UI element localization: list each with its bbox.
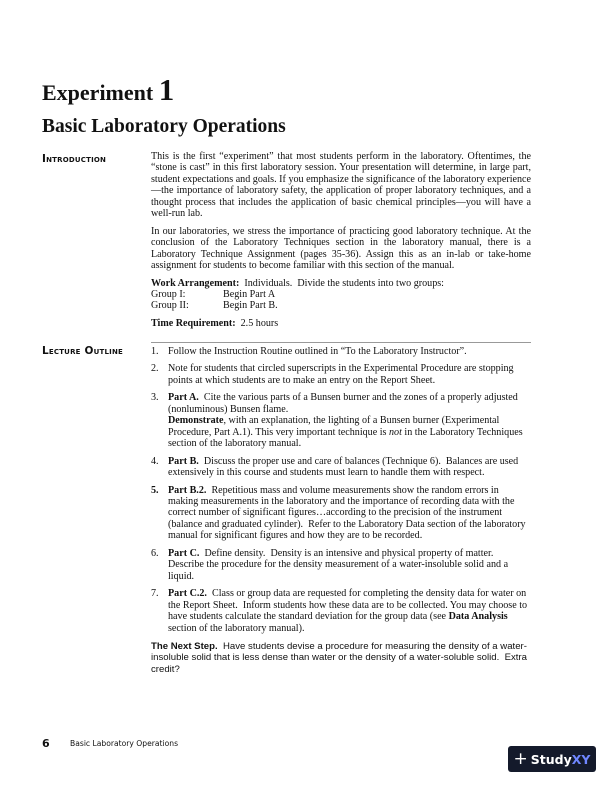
running-title: Basic Laboratory Operations (70, 739, 179, 748)
item-number: 5. (151, 484, 159, 496)
item-number: 7. (151, 588, 159, 600)
page-title: Basic Laboratory Operations (42, 116, 286, 137)
next-step (151, 641, 531, 675)
group-row (151, 300, 531, 311)
list-item (151, 548, 531, 582)
item-text (168, 485, 531, 542)
item-italic: not (389, 426, 402, 438)
lecture-outline (151, 342, 531, 640)
item-text: Follow the Instruction Routine outlined in “To the Laboratory Instructor”. (168, 346, 467, 357)
item-text (168, 456, 531, 479)
item-number: 1. (151, 346, 159, 357)
item-text (168, 548, 531, 582)
plus-icon: + (513, 749, 528, 769)
experiment-number: 1 (158, 72, 175, 107)
intro-paragraph: This is the first “experiment” that most students perform in the laboratory. Oftentimes, the “stone is cast” in this first laboratory session. Your presentation will determine, in large part, student expectations and goals. If you emphasize the significance of the laboratory experience—the importance of laboratory safety, the application of proper laboratory techniques, and a thought process that includes the application of basic chemical principles—you will have a well-run lab. (151, 151, 531, 220)
work-arrangement (151, 278, 531, 289)
group-name: Group II: (151, 300, 189, 312)
list-item (151, 456, 531, 479)
item-number: 2. (151, 363, 159, 375)
badge-text-accent: XY (571, 751, 591, 767)
introduction-heading: Introduction (42, 153, 107, 165)
list-item (151, 363, 531, 386)
item-number: 4. (151, 455, 159, 467)
time-label: Time Requirement: (151, 317, 236, 329)
experiment-heading (42, 72, 174, 108)
introduction-section (151, 151, 531, 329)
work-label: Work Arrangement: (151, 277, 240, 289)
badge-text: Study (530, 751, 572, 767)
list-item (151, 485, 531, 542)
list-item (151, 392, 531, 449)
group-name: Group I: (151, 288, 186, 300)
item-text (168, 588, 531, 634)
time-requirement (151, 318, 531, 329)
item-text (168, 392, 531, 449)
item-number: 3. (151, 392, 159, 404)
item-body: Class or group data are requested for completing the density data for water on the Report Sheet. Inform students how these data are to be collected. You may choose to have students calculate the standard deviation for the group data (see (168, 588, 530, 623)
lecture-outline-heading: Lecture Outline (42, 345, 123, 357)
group-row (151, 289, 531, 300)
item-bold: Part A. (168, 392, 199, 404)
item-body: section of the laboratory manual). (168, 622, 305, 634)
item-body: Define density. Density is an intensive and physical property of matter. Describe the procedure for the density measurement of a water-insoluble solid and a liquid. (168, 547, 511, 582)
list-item (151, 346, 531, 357)
studyxy-badge[interactable] (508, 746, 596, 772)
item-bold: Data Analysis (448, 611, 508, 623)
item-bold: Part B.2. (168, 484, 207, 496)
page-number: 6 (42, 737, 50, 750)
item-bold: Part B. (168, 455, 199, 467)
experiment-label: Experiment (42, 80, 159, 105)
item-body: Repetitious mass and volume measurements show the random errors in making measurements in the laboratory and the importance of recording data with the correct number of significant figures…according to the precision of the instrument (balance and graduated cylinder). Refer to the Laboratory Data section of the laboratory manual for significant figures and how they are to be recorded. (168, 484, 529, 542)
next-step-text: Have students devise a procedure for measuring the density of a water-insoluble solid that is less dense than water or the density of a water-soluble solid. Extra credit? (151, 641, 530, 675)
group-task: Begin Part A (223, 288, 276, 300)
intro-paragraph: In our laboratories, we stress the importance of practicing good laboratory technique. At the conclusion of the Laboratory Techniques section in the laboratory manual, there is a Laboratory Technique Assignment (pages 35-36). Assign this as an in-lab or take-home assignment for students to become familiar with this section of the manual. (151, 225, 531, 272)
item-number: 6. (151, 547, 159, 559)
item-bold: Part C. (168, 547, 200, 559)
group-task: Begin Part B. (223, 300, 278, 312)
item-body: Discuss the proper use and care of balances (Technique 6). Balances are used extensively in this course and students must learn to handle them with respect. (168, 455, 521, 479)
item-text: Note for students that circled superscripts in the Experimental Procedure are stopping points at which students are to make an entry on the Report Sheet. (168, 363, 514, 386)
item-bold: Demonstrate (168, 415, 224, 427)
item-bold: Part C.2. (168, 588, 207, 600)
work-text: Individuals. Divide the students into two groups: (239, 277, 444, 289)
item-body: Cite the various parts of a Bunsen burner and the zones of a properly adjusted (nonluminous) Bunsen flame. (168, 392, 521, 415)
next-step-label: The Next Step. (151, 641, 218, 652)
item-body: in the Laboratory Techniques section of the laboratory manual. (168, 426, 523, 450)
time-text: 2.5 hours (235, 317, 279, 329)
list-item (151, 588, 531, 634)
item-body: , with an explanation, the lighting of a Bunsen burner (Experimental Procedure, Part A.1). This very important technique is (168, 415, 500, 438)
